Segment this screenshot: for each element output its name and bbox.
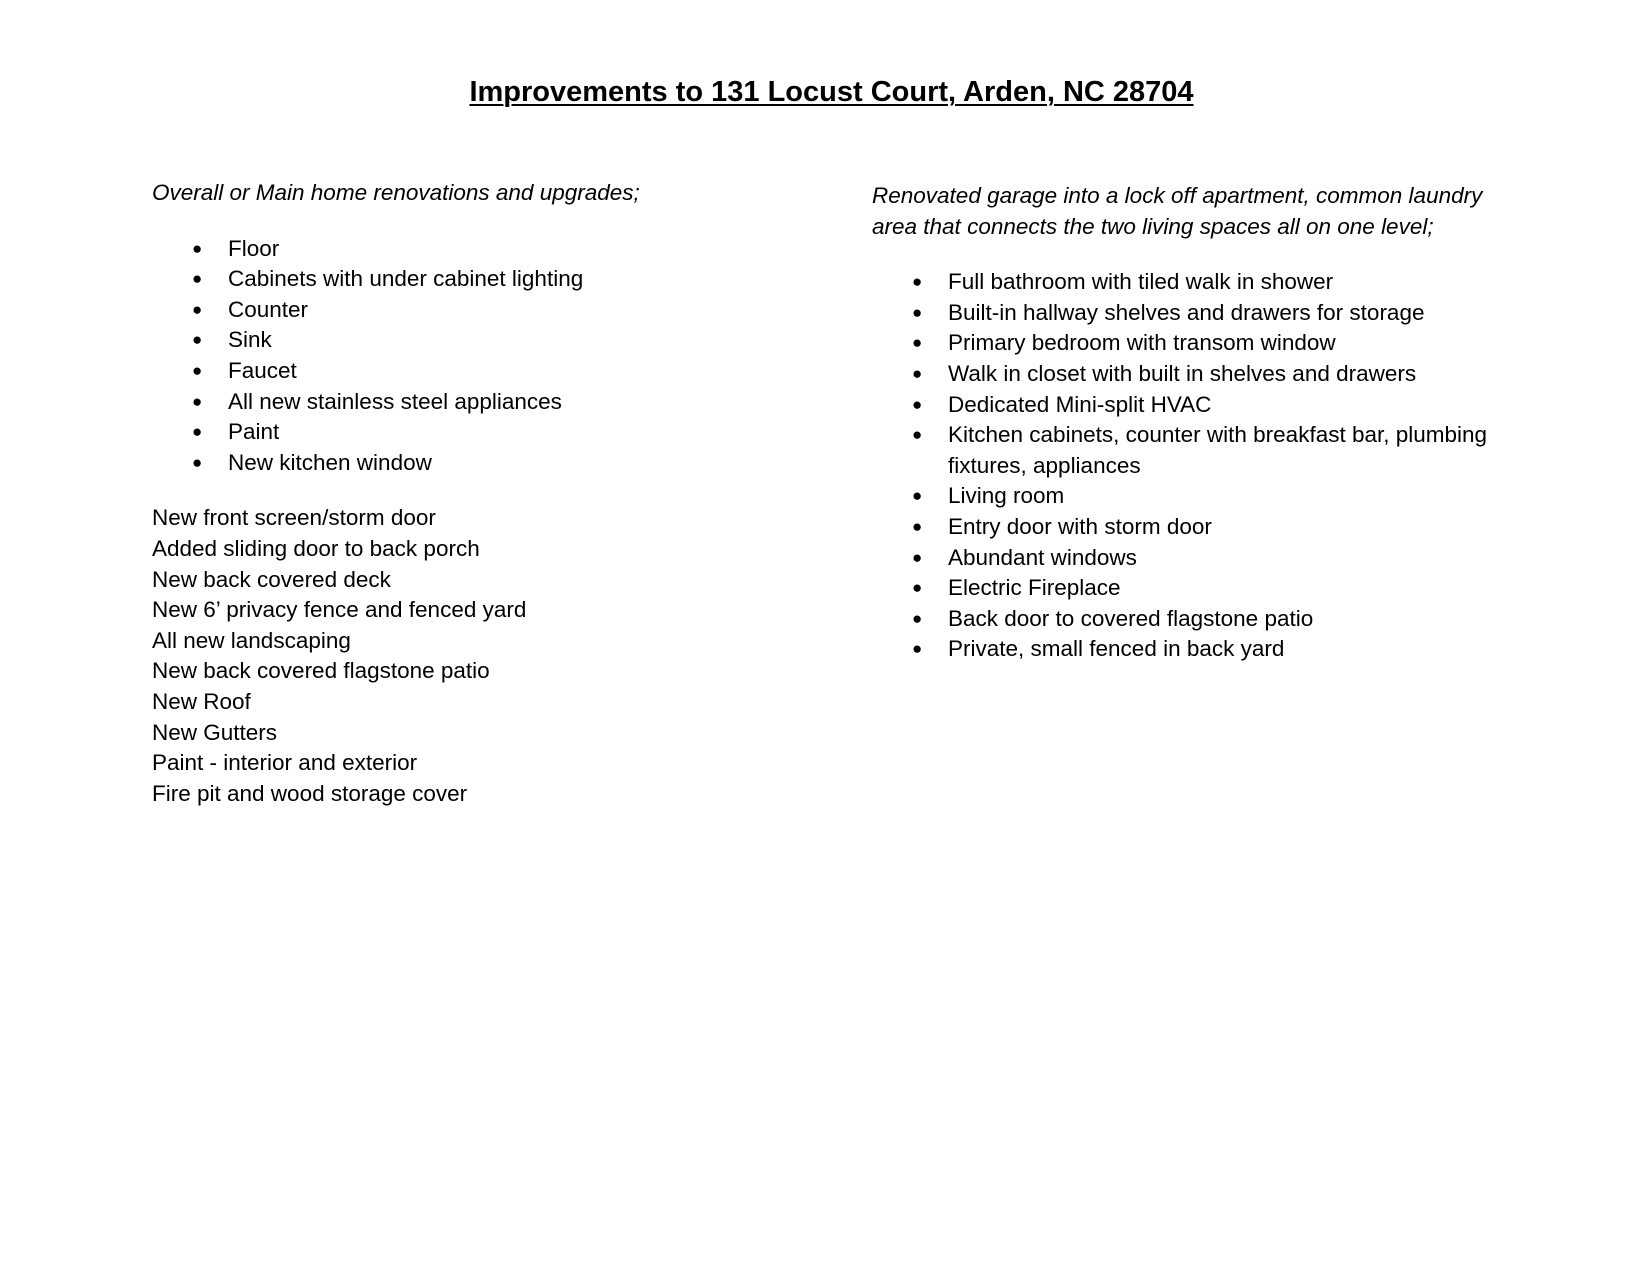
list-item: ● Floor (152, 234, 832, 265)
bullet-icon: ● (192, 360, 203, 380)
garage-apartment-intro: Renovated garage into a lock off apartment, common laundry area that connects the two living spaces all on one level; (872, 183, 1483, 239)
bullet-icon: ● (912, 639, 923, 659)
garage-apartment-section (872, 181, 1532, 665)
list-item: ● Cabinets with under cabinet lighting (152, 264, 832, 295)
bullet-icon: ● (912, 547, 923, 567)
main-home-section (152, 178, 832, 809)
list-item: ● Sink (152, 325, 832, 356)
bullet-icon: ● (192, 299, 203, 319)
bullet-icon: ● (912, 516, 923, 536)
list-item: ● Counter (152, 295, 832, 326)
bullet-icon: ● (912, 272, 923, 292)
main-home-intro: Overall or Main home renovations and upgrades; (152, 180, 640, 205)
garage-apartment-bullet-list (872, 267, 1532, 665)
list-item: ● Kitchen cabinets, counter with breakfast bar, plumbing fixtures, appliances (912, 422, 1488, 478)
list-item: Fire pit and wood storage cover (152, 780, 468, 806)
bullet-icon: ● (912, 302, 923, 322)
bullet-icon: ● (912, 608, 923, 628)
bullet-icon: ● (192, 422, 203, 442)
bullet-icon: ● (912, 333, 923, 353)
list-item: ● Dedicated Mini-split HVAC (872, 390, 1532, 421)
page-title: Improvements to 131 Locust Court, Arden, NC 28704 (469, 76, 1194, 108)
list-item: ● All new stainless steel appliances (152, 387, 832, 418)
list-item: ● Faucet (152, 356, 832, 387)
list-item: ● Private, small fenced in back yard (872, 634, 1532, 665)
list-item: ● Living room (872, 481, 1532, 512)
bullet-icon: ● (192, 391, 203, 411)
bullet-icon: ● (192, 452, 203, 472)
list-item: New Roof (152, 688, 251, 714)
bullet-icon: ● (912, 486, 923, 506)
list-item: New front screen/storm door (152, 505, 436, 531)
bullet-icon: ● (912, 394, 923, 414)
bullet-icon: ● (912, 425, 923, 445)
bullet-icon: ● (192, 269, 203, 289)
list-item: ● Abundant windows (872, 543, 1532, 574)
list-item: ● Paint (152, 417, 832, 448)
bullet-icon: ● (192, 238, 203, 258)
list-item: ● Full bathroom with tiled walk in shower (872, 267, 1532, 298)
list-item: All new landscaping (152, 627, 351, 653)
list-item: Paint - interior and exterior (152, 750, 418, 776)
list-item: ● Primary bedroom with transom window (872, 328, 1532, 359)
list-item: ● Back door to covered flagstone patio (872, 604, 1532, 635)
exterior-improvements-list (152, 503, 832, 809)
bullet-icon: ● (912, 363, 923, 383)
list-item: ● Built-in hallway shelves and drawers for storage (872, 298, 1532, 329)
list-item: Added sliding door to back porch (152, 535, 480, 561)
list-item: New 6’ privacy fence and fenced yard (152, 597, 527, 623)
list-item: ● New kitchen window (152, 448, 832, 479)
list-item: New Gutters (152, 719, 278, 745)
list-item: ● Walk in closet with built in shelves and drawers (872, 359, 1532, 390)
list-item: New back covered flagstone patio (152, 658, 490, 684)
main-home-bullet-list (152, 234, 832, 479)
list-item: ● Entry door with storm door (872, 512, 1532, 543)
bullet-icon: ● (912, 578, 923, 598)
list-item: ● Electric Fireplace (872, 573, 1532, 604)
bullet-icon: ● (192, 330, 203, 350)
list-item: New back covered deck (152, 566, 391, 592)
